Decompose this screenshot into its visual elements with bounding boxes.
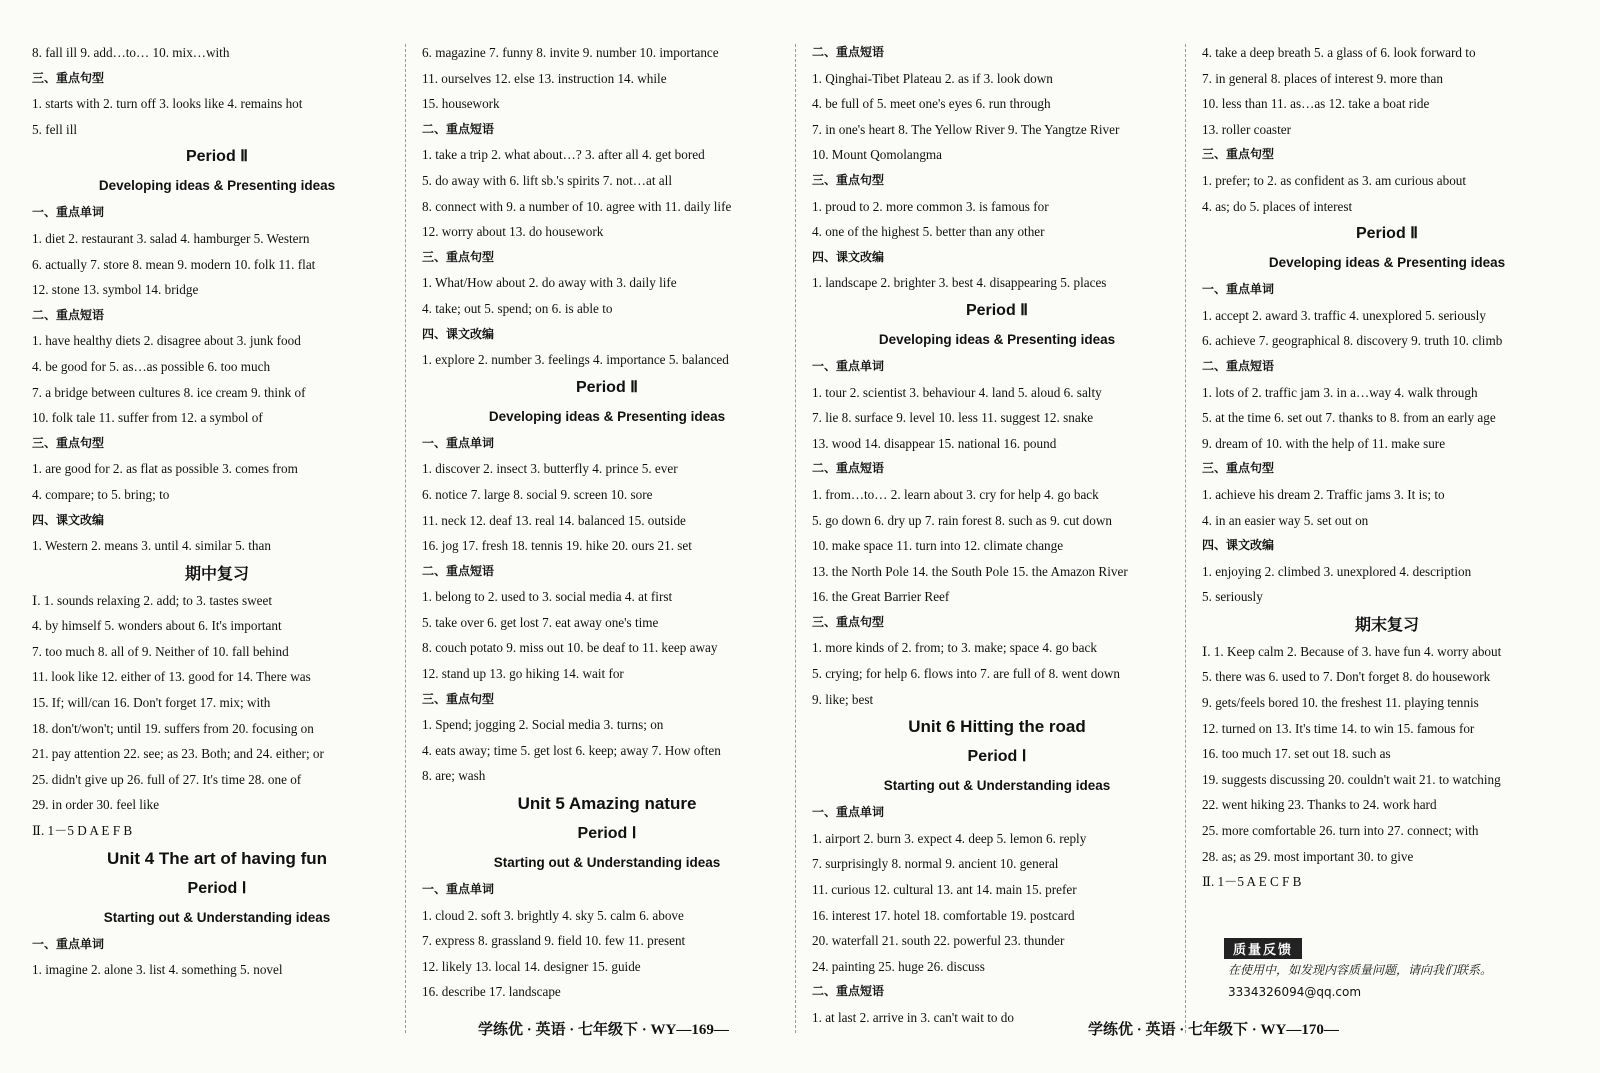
period-heading: Period Ⅰ [577,825,637,843]
answer-line: 1. are good for 2. as flat as possible 3. comes from [32,461,298,477]
answer-line: 1. cloud 2. soft 3. brightly 4. sky 5. calm 6. above [422,907,684,923]
answer-line: 4. one of the highest 5. better than any other [812,224,1045,240]
answer-line: 13. the North Pole 14. the South Pole 15. the Amazon River [812,563,1128,579]
answer-line: 1. What/How about 2. do away with 3. daily life [422,275,677,291]
answer-line: Ⅱ. 1－5 A E C F B [1202,874,1302,890]
answer-line: 1. lots of 2. traffic jam 3. in a…way 4. walk through [1202,384,1478,400]
answer-line: 9. dream of 10. with the help of 11. make sure [1202,435,1446,451]
period-heading: Period Ⅰ [967,748,1027,766]
answer-line: 12. stand up 13. go hiking 14. wait for [422,666,624,682]
answer-line: 5. fell ill [32,121,78,137]
feedback-text: 在使用中，如发现内容质量问题，请向我们联系。 [1228,963,1493,977]
section-heading: 三、重点句型 [422,691,495,706]
answer-line: 1. proud to 2. more common 3. is famous for [812,198,1049,214]
period-subtitle: Developing ideas & Presenting ideas [1268,255,1506,271]
period-heading: Period Ⅱ [575,378,639,396]
answer-line: 9. like; best [812,691,874,707]
answer-line: 25. didn't give up 26. full of 27. It's time 28. one of [32,771,302,787]
section-heading: 一、重点单词 [32,936,105,951]
answer-line: 6. actually 7. store 8. mean 9. modern 10. folk 11. flat [32,256,316,272]
answer-line: 11. neck 12. deaf 13. real 14. balanced 15. outside [422,512,686,528]
unit-title: Unit 5 Amazing nature [517,794,697,814]
answer-line: 8. fall ill 9. add…to… 10. mix…with [32,45,230,60]
period-heading: Period Ⅱ [185,148,249,166]
answer-line: 1. starts with 2. turn off 3. looks like 4. remains hot [32,96,303,112]
answer-line: 7. express 8. grassland 9. field 10. few 11. present [422,933,686,949]
period-heading: Period Ⅱ [1355,225,1419,243]
answer-line: 10. Mount Qomolangma [812,147,943,163]
answer-line: 7. a bridge between cultures 8. ice cream 9. think of [32,384,306,400]
section-heading: 三、重点句型 [32,70,105,85]
answer-line: 4. take a deep breath 5. a glass of 6. look forward to [1202,45,1476,60]
section-heading: 一、重点单词 [422,882,495,897]
answer-line: 29. in order 30. feel like [32,797,160,813]
answer-line: 12. worry about 13. do housework [422,224,604,240]
answer-line: 1. Spend; jogging 2. Social media 3. turns; on [422,717,664,733]
answer-line: 1. accept 2. award 3. traffic 4. unexplored 5. seriously [1202,307,1486,323]
answer-line: 22. went hiking 23. Thanks to 24. work hard [1202,797,1437,813]
answer-line: Ⅰ. 1. Keep calm 2. Because of 3. have fun 4. worry about [1202,643,1502,659]
page-footer-right: 学练优 · 英语 · 七年级下 · WY—170— [1088,1022,1339,1038]
period-subtitle: Starting out & Understanding ideas [493,855,721,871]
answer-line: 10. folk tale 11. suffer from 12. a symbol of [32,410,263,426]
answer-line: 24. painting 25. huge 26. discuss [812,958,985,974]
section-heading: 四、课文改编 [422,326,495,341]
answer-line: 15. housework [422,96,500,112]
review-heading: 期中复习 [184,563,249,583]
answer-line: 18. don't/won't; until 19. suffers from 20. focusing on [32,720,314,736]
answer-column-4 [1202,40,1572,895]
section-heading: 二、重点短语 [812,461,885,476]
answer-line: 12. turned on 13. It's time 14. to win 15. famous for [1202,720,1475,736]
answer-line: 1. belong to 2. used to 3. social media 4. at first [422,589,673,605]
answer-line: 1. take a trip 2. what about…? 3. after all 4. get bored [422,147,705,163]
section-heading: 二、重点短语 [32,307,105,322]
section-heading: 一、重点单词 [32,205,105,220]
answer-line: 1. imagine 2. alone 3. list 4. something 5. novel [32,962,283,978]
answer-line: 5. go down 6. dry up 7. rain forest 8. such as 9. cut down [812,512,1112,528]
feedback-email[interactable]: 3334326094@qq.com [1228,985,1362,999]
answer-line: 28. as; as 29. most important 30. to give [1202,848,1414,864]
page-footer-left: 学练优 · 英语 · 七年级下 · WY—169— [478,1022,729,1038]
column-divider [795,44,796,1033]
answer-line: 13. roller coaster [1202,121,1291,137]
answer-line: 10. less than 11. as…as 12. take a boat ride [1202,96,1430,112]
section-heading: 三、重点句型 [812,172,885,187]
answer-line: 8. are; wash [422,768,486,784]
section-heading: 二、重点短语 [1202,358,1275,373]
answer-line: 11. curious 12. cultural 13. ant 14. main 15. prefer [812,882,1077,898]
period-subtitle: Starting out & Understanding ideas [103,909,331,925]
answer-line: 4. be full of 5. meet one's eyes 6. run through [812,96,1051,112]
section-heading: 三、重点句型 [1202,461,1275,476]
answer-line: 7. in general 8. places of interest 9. more than [1202,70,1443,86]
answer-line: 1. diet 2. restaurant 3. salad 4. hamburger 5. Western [32,230,310,246]
answer-line: 16. interest 17. hotel 18. comfortable 19. postcard [812,907,1075,923]
section-heading: 三、重点句型 [1202,147,1275,162]
answer-line: 4. by himself 5. wonders about 6. It's important [32,618,282,634]
answer-line: 5. there was 6. used to 7. Don't forget 8. do housework [1202,669,1491,685]
period-heading: Period Ⅱ [965,301,1029,319]
answer-line: 7. in one's heart 8. The Yellow River 9. The Yangtze River [812,121,1120,137]
answer-line: 15. If; will/can 16. Don't forget 17. mix; with [32,695,271,711]
answer-line: 1. airport 2. burn 3. expect 4. deep 5. lemon 6. reply [812,830,1087,846]
answer-line: 1. Qinghai-Tibet Plateau 2. as if 3. look down [812,70,1053,86]
answer-column-2 [422,40,792,1005]
answer-line: 4. eats away; time 5. get lost 6. keep; away 7. How often [422,742,721,758]
section-heading: 三、重点句型 [812,614,885,629]
answer-line: 1. discover 2. insect 3. butterfly 4. prince 5. ever [422,461,678,477]
section-heading: 四、课文改编 [812,249,885,264]
section-heading: 二、重点短语 [422,563,495,578]
answer-line: 16. the Great Barrier Reef [812,589,950,605]
answer-line: 9. gets/feels bored 10. the freshest 11. playing tennis [1202,695,1479,711]
answer-line: 1. achieve his dream 2. Traffic jams 3. It is; to [1202,486,1445,502]
answer-line: 1. have healthy diets 2. disagree about 3. junk food [32,333,301,349]
answer-line: 19. suggests discussing 20. couldn't wait 21. to watching [1202,771,1501,787]
answer-line: 16. jog 17. fresh 18. tennis 19. hike 20. ours 21. set [422,538,692,554]
answer-line: 1. at last 2. arrive in 3. can't wait to do [812,1010,1014,1025]
answer-line: 8. connect with 9. a number of 10. agree with 11. daily life [422,198,732,214]
answer-line: 1. landscape 2. brighter 3. best 4. disappearing 5. places [812,275,1107,291]
section-heading: 四、课文改编 [1202,538,1275,553]
answer-line: 6. magazine 7. funny 8. invite 9. number 10. importance [422,45,719,60]
review-heading: 期末复习 [1354,614,1419,634]
feedback-box [1202,930,1572,1003]
answer-column-3 [812,40,1182,1031]
answer-line: 1. more kinds of 2. from; to 3. make; space 4. go back [812,640,1097,656]
period-subtitle: Starting out & Understanding ideas [883,778,1111,794]
answer-line: 7. lie 8. surface 9. level 10. less 11. suggest 12. snake [812,410,1094,426]
answer-line: 5. at the time 6. set out 7. thanks to 8. from an early age [1202,410,1496,426]
answer-line: 4. be good for 5. as…as possible 6. too much [32,358,271,374]
section-heading: 二、重点短语 [812,45,885,59]
answer-column-1 [32,40,402,983]
period-heading: Period Ⅰ [187,879,247,897]
section-heading: 三、重点句型 [32,435,105,450]
answer-line: 13. wood 14. disappear 15. national 16. pound [812,435,1057,451]
answer-line: 12. likely 13. local 14. designer 15. guide [422,958,641,974]
answer-line: 7. too much 8. all of 9. Neither of 10. fall behind [32,643,289,659]
answer-line: 1. Western 2. means 3. until 4. similar 5. than [32,538,271,554]
answer-line: 7. surprisingly 8. normal 9. ancient 10. general [812,856,1059,872]
answer-line: 5. crying; for help 6. flows into 7. are full of 8. went down [812,666,1121,682]
period-subtitle: Developing ideas & Presenting ideas [488,408,726,424]
answer-line: 8. couch potato 9. miss out 10. be deaf to 11. keep away [422,640,718,656]
answer-line: 21. pay attention 22. see; as 23. Both; and 24. either; or [32,746,324,762]
answer-line: 1. tour 2. scientist 3. behaviour 4. land 5. aloud 6. salty [812,384,1102,400]
answer-line: 10. make space 11. turn into 12. climate change [812,538,1064,554]
period-subtitle: Developing ideas & Presenting ideas [878,331,1116,347]
section-heading: 一、重点单词 [1202,282,1275,297]
unit-title: Unit 6 Hitting the road [908,717,1086,737]
column-divider [1185,44,1186,1033]
answer-line: 4. in an easier way 5. set out on [1202,512,1369,528]
section-heading: 一、重点单词 [812,805,885,820]
answer-line: 6. notice 7. large 8. social 9. screen 10. sore [422,486,653,502]
unit-title: Unit 4 The art of having fun [106,848,328,868]
answer-line: 1. from…to… 2. learn about 3. cry for help 4. go back [812,486,1099,502]
section-heading: 二、重点短语 [812,984,885,999]
answer-line: 5. do away with 6. lift sb.'s spirits 7. not…at all [422,172,672,188]
answer-line: 16. too much 17. set out 18. such as [1202,746,1391,762]
section-heading: 三、重点句型 [422,249,495,264]
answer-line: 16. describe 17. landscape [422,984,561,1000]
answer-line: 20. waterfall 21. south 22. powerful 23. thunder [812,933,1065,949]
answer-line: 1. prefer; to 2. as confident as 3. am curious about [1202,172,1467,188]
answer-line: 4. take; out 5. spend; on 6. is able to [422,300,613,316]
column-divider [405,44,406,1033]
answer-line: Ⅰ. 1. sounds relaxing 2. add; to 3. tastes sweet [32,592,272,608]
answer-line: 1. explore 2. number 3. feelings 4. importance 5. balanced [422,352,729,368]
answer-line: 25. more comfortable 26. turn into 27. connect; with [1202,823,1479,839]
section-heading: 四、课文改编 [32,512,105,527]
section-heading: 二、重点短语 [422,121,495,136]
answer-line: 11. ourselves 12. else 13. instruction 14. while [422,70,667,86]
answer-line: 12. stone 13. symbol 14. bridge [32,282,199,298]
answer-line: 4. compare; to 5. bring; to [32,486,170,502]
section-heading: 一、重点单词 [422,435,495,450]
section-heading: 一、重点单词 [812,358,885,373]
answer-line: 5. seriously [1202,589,1263,605]
answer-line: 11. look like 12. either of 13. good for 14. There was [32,669,311,685]
answer-line: 4. as; do 5. places of interest [1202,198,1353,214]
answer-line: 1. enjoying 2. climbed 3. unexplored 4. description [1202,563,1472,579]
answer-line: 5. take over 6. get lost 7. eat away one's time [422,614,659,630]
feedback-badge: 质量反馈 [1224,938,1302,959]
answer-line: 6. achieve 7. geographical 8. discovery 9. truth 10. climb [1202,333,1503,349]
period-subtitle: Developing ideas & Presenting ideas [98,178,336,194]
answer-line: Ⅱ. 1－5 D A E F B [32,823,133,839]
